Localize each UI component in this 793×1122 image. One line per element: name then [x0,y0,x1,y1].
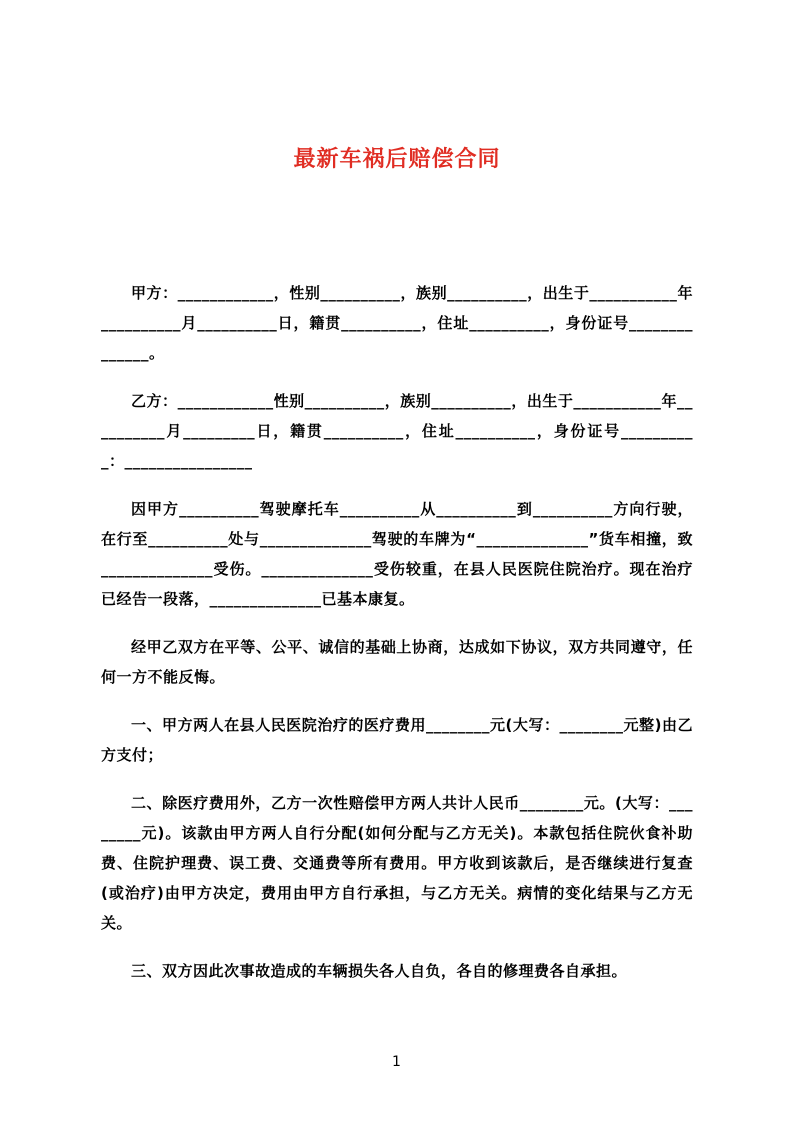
document-body [101,278,693,986]
paragraph-accident-description: 因甲方__________驾驶摩托车__________从__________到__________方向行驶，在行至__________处与______________驾驶的车牌为“______________”货车相撞，致______________受伤。______________受伤较重，在县人民医院住院治疗。现在治疗已经告一段落，______________已基本康复。 [101,500,693,608]
paragraph-party-a: 甲方：____________，性别__________，族别__________，出生于___________年__________月__________日，籍贯__________，住址__________，身份证号______________。 [101,284,693,362]
document-title: 最新车祸后赔偿合同 [293,147,501,172]
page-number: 1 [392,1054,401,1070]
paragraph-clause-3: 三、双方因此次事故造成的车辆损失各人自负，各自的修理费各自承担。 [131,962,628,980]
paragraph-clause-2: 二、除医疗费用外，乙方一次性赔偿甲方两人共计人民币________元。(大写：________元)。该款由甲方两人自行分配(如何分配与乙方无关)。本款包括住院伙食补助费、住院护理费、误工费、交通费等所有费用。甲方收到该款后，是否继续进行复查(或治疗)由甲方决定，费用由甲方自行承担，与乙方无关。病情的变化结果与乙方无关。 [101,794,693,932]
paragraph-clause-1: 一、甲方两人在县人民医院治疗的医疗费用________元(大写：________元整)由乙方支付； [101,716,693,764]
paragraph-party-b: 乙方：____________性别__________，族别__________，出生于___________年__________月_________日，籍贯__________，住址__________，身份证号__________：________________ [101,392,693,470]
paragraph-agreement-basis: 经甲乙双方在平等、公平、诚信的基础上协商，达成如下协议，双方共同遵守，任何一方不能反悔。 [101,638,693,686]
